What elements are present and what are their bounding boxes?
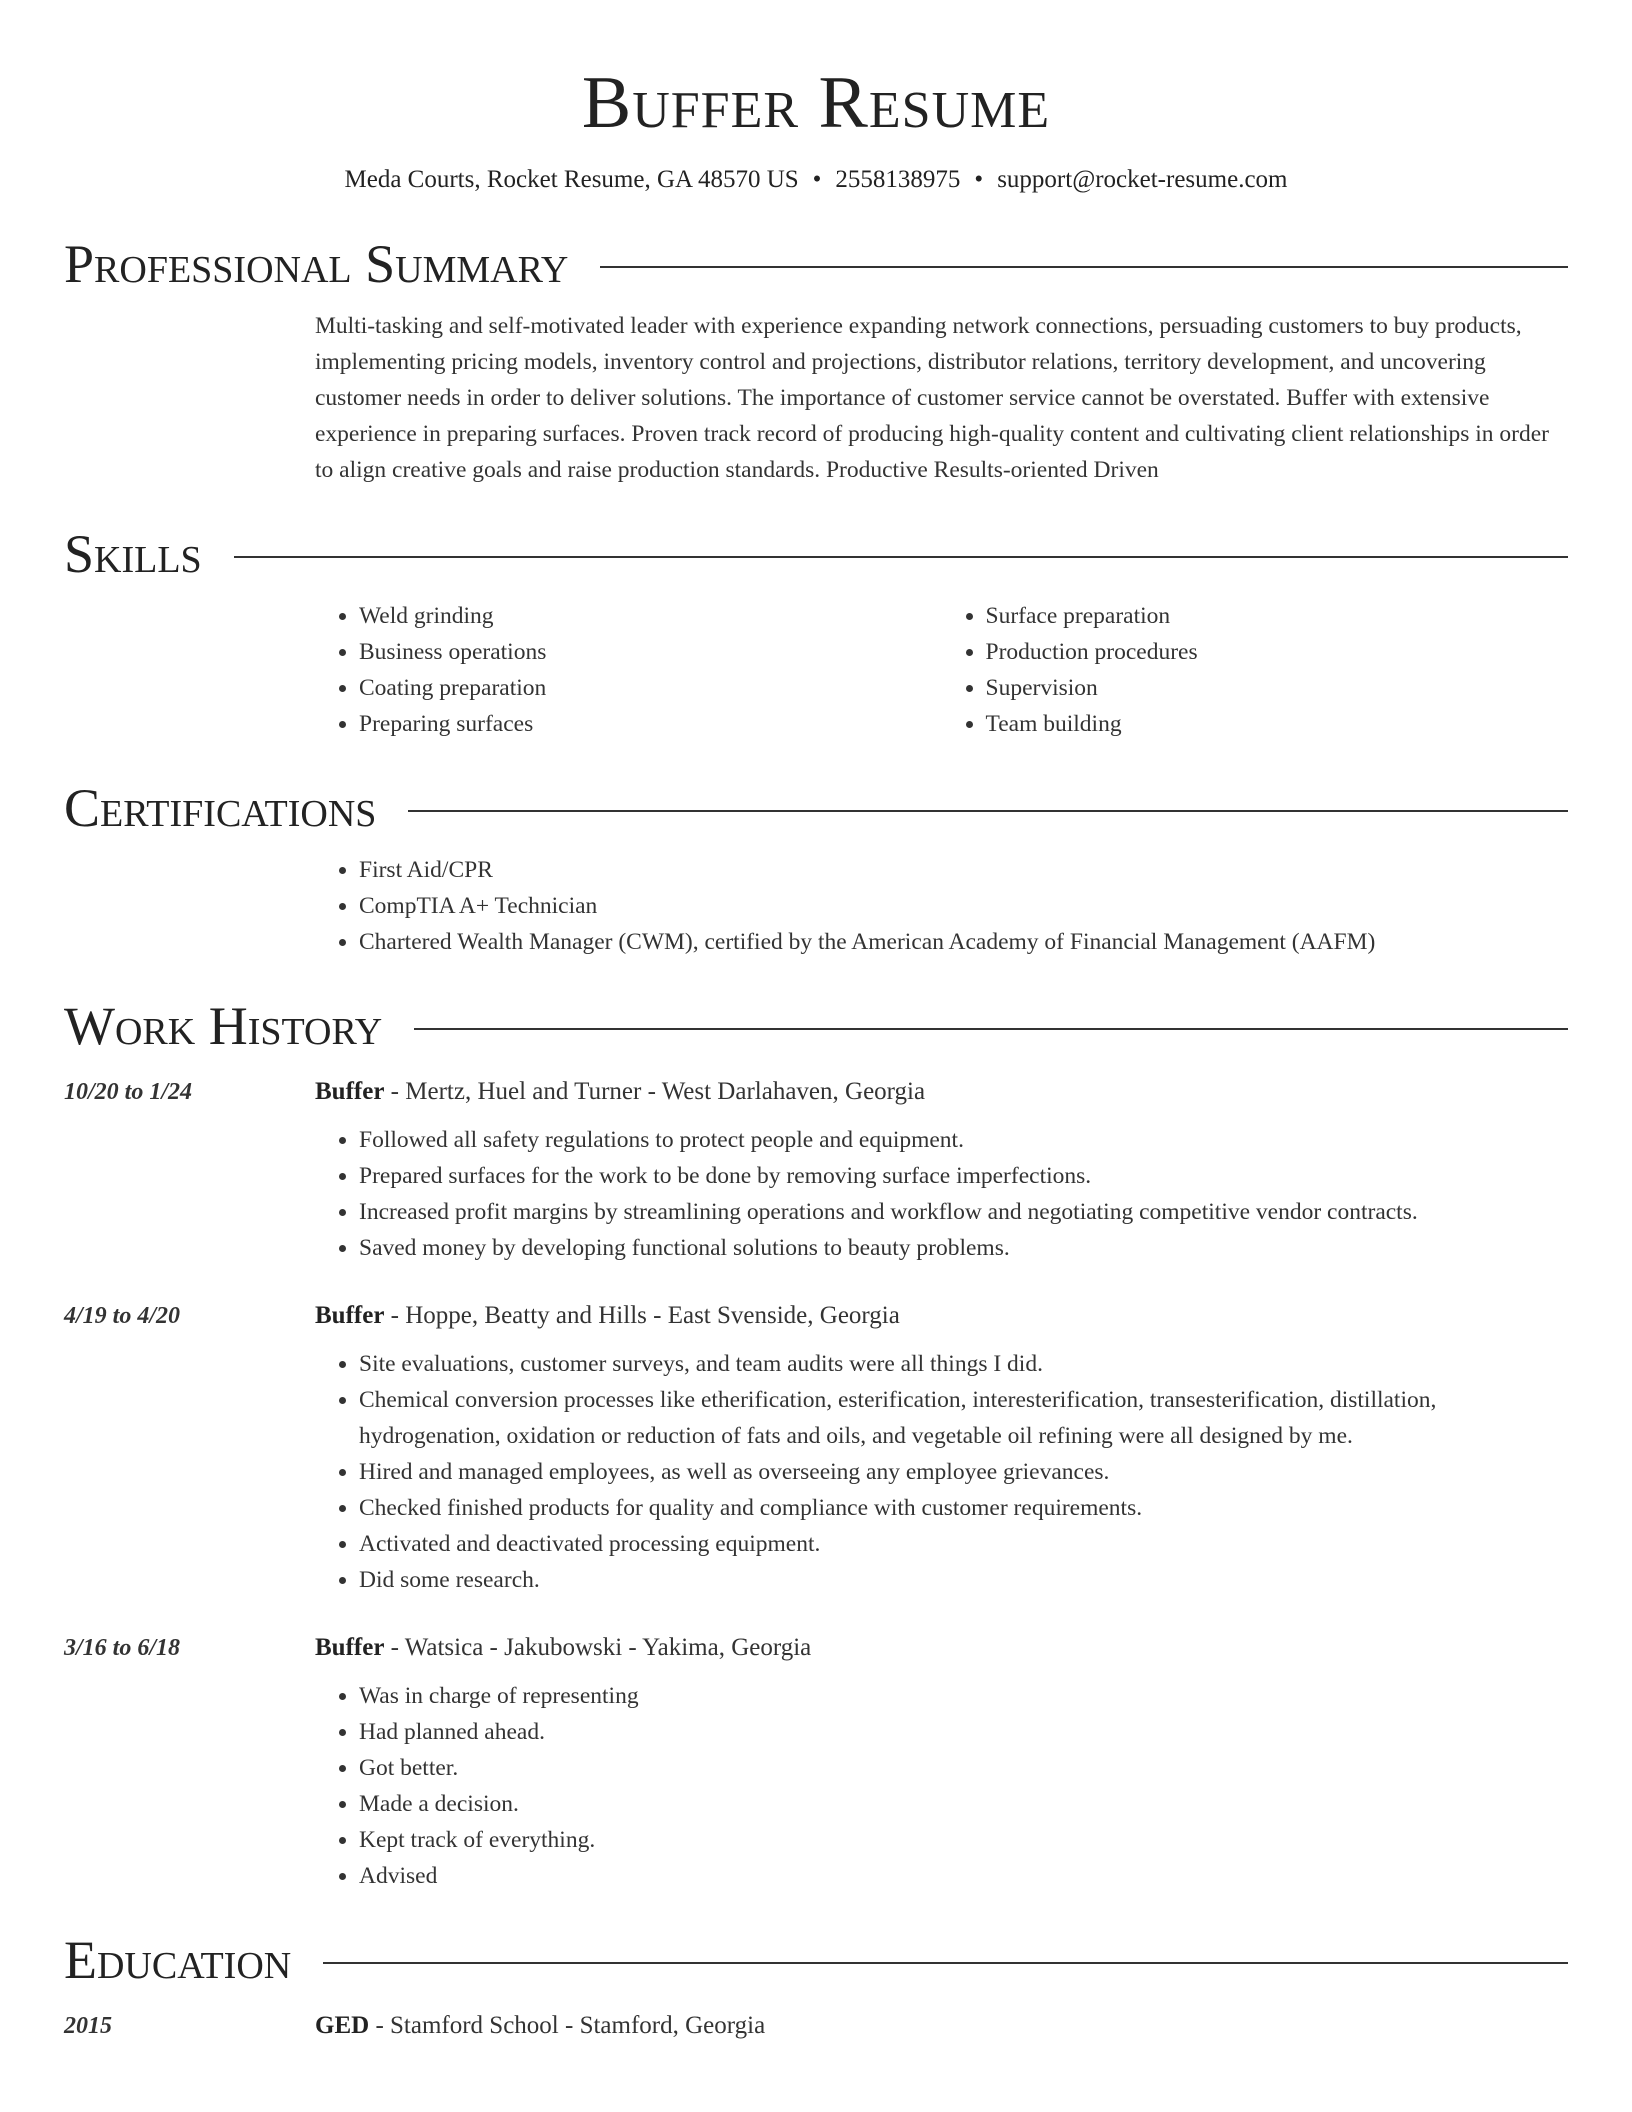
job-title — [315, 1628, 1568, 1668]
job-bullet: • Hired and managed employees, as well as overseeing any employee grievances. — [359, 1454, 1568, 1490]
section-title-certifications: Certifications — [64, 778, 377, 838]
section-divider — [323, 1962, 1568, 1964]
job-bullet: • Followed all safety regulations to protect people and equipment. — [359, 1122, 1568, 1158]
certification-item: • CompTIA A+ Technician — [359, 888, 1568, 924]
job-bullet: • Kept track of everything. — [359, 1822, 1568, 1858]
job-entry — [64, 1296, 1568, 1598]
job-employer: - Mertz, Huel and Turner - West Darlahaven, Georgia — [384, 1078, 926, 1105]
section-header-summary — [64, 234, 1568, 294]
contact-email: support@rocket-resume.com — [997, 166, 1288, 193]
section-divider — [408, 810, 1568, 812]
education-date: 2015 — [64, 2013, 112, 2039]
job-role: Buffer — [315, 1302, 385, 1329]
job-bullet: • Was in charge of representing — [359, 1678, 1568, 1714]
job-bullet: • Activated and deactivated processing equipment. — [359, 1526, 1568, 1562]
job-bullets — [315, 1122, 1568, 1266]
job-entry — [64, 1628, 1568, 1894]
skills-list-right — [942, 598, 1569, 742]
contact-address: Meda Courts, Rocket Resume, GA 48570 US — [344, 166, 799, 193]
education-entry — [64, 2006, 1568, 2046]
job-bullet: • Chemical conversion processes like etherification, esterification, interesterification, transesterification, distillation, hydrogenation, oxidation or reduction of fats and oils, and vegetable oil refining were all designed by me. — [359, 1382, 1568, 1454]
job-bullet: • Prepared surfaces for the work to be done by removing surface imperfections. — [359, 1158, 1568, 1194]
job-role: Buffer — [315, 1078, 385, 1105]
section-title-work-history: Work History — [64, 996, 383, 1056]
job-date: 3/16 to 6/18 — [64, 1635, 181, 1661]
job-bullet: • Saved money by developing functional solutions to beauty problems. — [359, 1230, 1568, 1266]
job-body — [315, 1296, 1568, 1598]
contact-line — [64, 162, 1568, 198]
skill-item: • Coating preparation — [359, 670, 942, 706]
job-bullets — [315, 1678, 1568, 1894]
section-divider — [414, 1028, 1568, 1030]
skill-item: • Surface preparation — [986, 598, 1569, 634]
job-body — [315, 1072, 1568, 1266]
section-header-certifications — [64, 778, 1568, 838]
section-divider — [600, 266, 1568, 268]
job-bullet: • Did some research. — [359, 1562, 1568, 1598]
section-title-skills: Skills — [64, 524, 202, 584]
job-bullet: • Got better. — [359, 1750, 1568, 1786]
certification-item: • Chartered Wealth Manager (CWM), certified by the American Academy of Financial Management (AAFM) — [359, 924, 1568, 960]
education-degree: GED — [315, 2012, 370, 2039]
skill-item: • Team building — [986, 706, 1569, 742]
section-header-skills — [64, 524, 1568, 584]
section-header-work-history — [64, 996, 1568, 1056]
education-title — [315, 2006, 1568, 2046]
job-date: 4/19 to 4/20 — [64, 1303, 181, 1329]
job-bullet: • Made a decision. — [359, 1786, 1568, 1822]
job-body — [315, 1628, 1568, 1894]
job-employer: - Hoppe, Beatty and Hills - East Svenside, Georgia — [384, 1302, 900, 1329]
skills-list-left — [315, 598, 942, 742]
summary-text: Multi-tasking and self-motivated leader with experience expanding network connections, persuading customers to buy products, implementing pricing models, inventory control and projections, distributor relations, territory development, and uncovering customer needs in order to deliver solutions. The importance of customer service cannot be overstated. Buffer with extensive experience in preparing surfaces. Proven track record of producing high-quality content and cultivating client relationships in order to align creative goals and raise production standards. Productive Results-oriented Driven — [315, 313, 1549, 483]
job-bullet: • Advised — [359, 1858, 1568, 1894]
resume-page — [64, 0, 1568, 2046]
section-divider — [234, 556, 1568, 558]
job-bullet: • Checked finished products for quality and compliance with customer requirements. — [359, 1490, 1568, 1526]
certification-item: • First Aid/CPR — [359, 852, 1568, 888]
skills-grid — [315, 598, 1568, 742]
job-title — [315, 1072, 1568, 1112]
job-date: 10/20 to 1/24 — [64, 1079, 193, 1105]
contact-separator: • — [812, 166, 822, 193]
certifications-bullets — [315, 852, 1568, 960]
skill-item: • Production procedures — [986, 634, 1569, 670]
certifications-list — [315, 852, 1568, 960]
section-header-education — [64, 1930, 1568, 1990]
job-bullets — [315, 1346, 1568, 1598]
resume-name: Buffer Resume — [581, 62, 1051, 144]
job-employer: - Watsica - Jakubowski - Yakima, Georgia — [384, 1634, 812, 1661]
section-title-summary: Professional Summary — [64, 234, 569, 294]
section-title-education: Education — [64, 1930, 292, 1990]
skill-item: • Business operations — [359, 634, 942, 670]
job-bullet: • Site evaluations, customer surveys, and team audits were all things I did. — [359, 1346, 1568, 1382]
job-title — [315, 1296, 1568, 1336]
job-role: Buffer — [315, 1634, 385, 1661]
education-school: - Stamford School - Stamford, Georgia — [369, 2012, 766, 2039]
contact-phone: 2558138975 — [835, 166, 961, 193]
skill-item: • Preparing surfaces — [359, 706, 942, 742]
job-bullet: • Had planned ahead. — [359, 1714, 1568, 1750]
skill-item: • Supervision — [986, 670, 1569, 706]
contact-separator: • — [974, 166, 984, 193]
skill-item: • Weld grinding — [359, 598, 942, 634]
job-entry — [64, 1072, 1568, 1266]
education-body — [315, 2006, 1568, 2046]
job-bullet: • Increased profit margins by streamlining operations and workflow and negotiating competitive vendor contracts. — [359, 1194, 1568, 1230]
